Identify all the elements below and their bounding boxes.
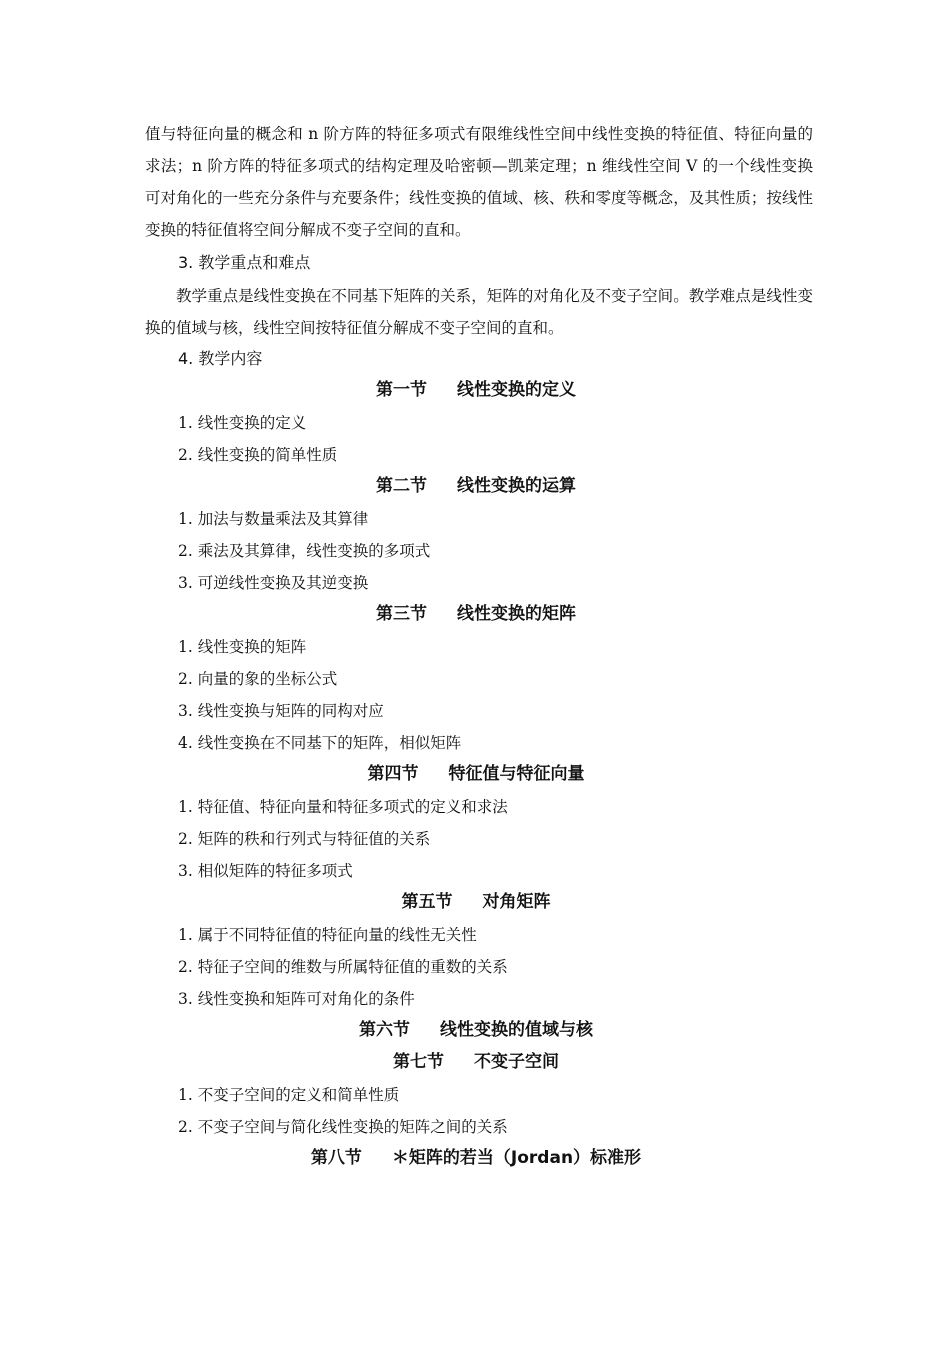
- section-4-name: 特征值与特征向量: [448, 764, 585, 784]
- section-5-item-3: 3. 线性变换和矩阵可对角化的条件: [178, 990, 415, 1008]
- section-3-item-1: 1. 线性变换的矩阵: [178, 638, 307, 656]
- section-1-item-2: 2. 线性变换的简单性质: [178, 446, 338, 464]
- section-5-item-1: 1. 属于不同特征值的特征向量的线性无关性: [178, 926, 477, 944]
- key-points-paragraph: 教学重点是线性变换在不同基下矩阵的关系，矩阵的对角化及不变子空间。教学难点是线性变换的值域与核，线性空间按特征值分解成不变子空间的直和。: [145, 287, 813, 337]
- section-4-item-3: 3. 相似矩阵的特征多项式: [178, 862, 353, 880]
- section-7-item-1: 1. 不变子空间的定义和简单性质: [178, 1086, 400, 1104]
- section-3-name: 线性变换的矩阵: [457, 604, 576, 624]
- section-7-name: 不变子空间: [474, 1052, 559, 1072]
- section-7-item-2: 2. 不变子空间与简化线性变换的矩阵之间的关系: [178, 1118, 508, 1136]
- content-heading: 4. 教学内容: [178, 349, 263, 368]
- section-4-number: 第四节: [367, 764, 419, 784]
- section-3-item-2: 2. 向量的象的坐标公式: [178, 670, 338, 688]
- section-3-number: 第三节: [376, 604, 427, 624]
- section-7-title: [0, 1049, 952, 1075]
- section-5-number: 第五节: [401, 892, 453, 912]
- section-4-title: [0, 761, 952, 787]
- section-3-title: [0, 601, 952, 627]
- section-4-item-2: 2. 矩阵的秩和行列式与特征值的关系: [178, 830, 431, 848]
- section-2-name: 线性变换的运算: [457, 476, 576, 496]
- section-6-number: 第六节: [359, 1020, 410, 1040]
- section-8-name: ＊矩阵的若当（Jordan）标准形: [391, 1148, 642, 1168]
- section-6-title: [0, 1017, 952, 1043]
- section-1-item-1: 1. 线性变换的定义: [178, 414, 307, 432]
- section-1-name: 线性变换的定义: [457, 380, 576, 400]
- section-1-title: [0, 377, 952, 403]
- section-8-number: 第八节: [310, 1148, 362, 1168]
- section-8-title: [0, 1145, 952, 1171]
- section-3-item-4: 4. 线性变换在不同基下的矩阵，相似矩阵: [178, 734, 462, 752]
- section-6-name: 线性变换的值域与核: [440, 1020, 593, 1040]
- section-7-number: 第七节: [393, 1052, 444, 1072]
- intro-paragraph: 值与特征向量的概念和 n 阶方阵的特征多项式有限维线性空间中线性变换的特征值、特征向量的求法；n 阶方阵的特征多项式的结构定理及哈密顿—凯莱定理；n 维线性空间 V 的一个线性变换可对角化的一些充分条件与充要条件；线性变换的值域、核、秩和零度等概念，及其性质；按线性变换的特征值将空间分解成不变子空间的直和。: [145, 125, 813, 239]
- section-5-name: 对角矩阵: [482, 892, 551, 912]
- section-2-item-1: 1. 加法与数量乘法及其算律: [178, 510, 369, 528]
- key-points-heading: 3. 教学重点和难点: [178, 253, 311, 272]
- section-5-title: [0, 889, 952, 915]
- section-3-item-3: 3. 线性变换与矩阵的同构对应: [178, 702, 384, 720]
- section-2-number: 第二节: [376, 476, 427, 496]
- section-4-item-1: 1. 特征值、特征向量和特征多项式的定义和求法: [178, 798, 508, 816]
- section-5-item-2: 2. 特征子空间的维数与所属特征值的重数的关系: [178, 958, 508, 976]
- section-2-item-2: 2. 乘法及其算律，线性变换的多项式: [178, 542, 431, 560]
- section-2-title: [0, 473, 952, 499]
- section-2-item-3: 3. 可逆线性变换及其逆变换: [178, 574, 369, 592]
- section-1-number: 第一节: [376, 380, 427, 400]
